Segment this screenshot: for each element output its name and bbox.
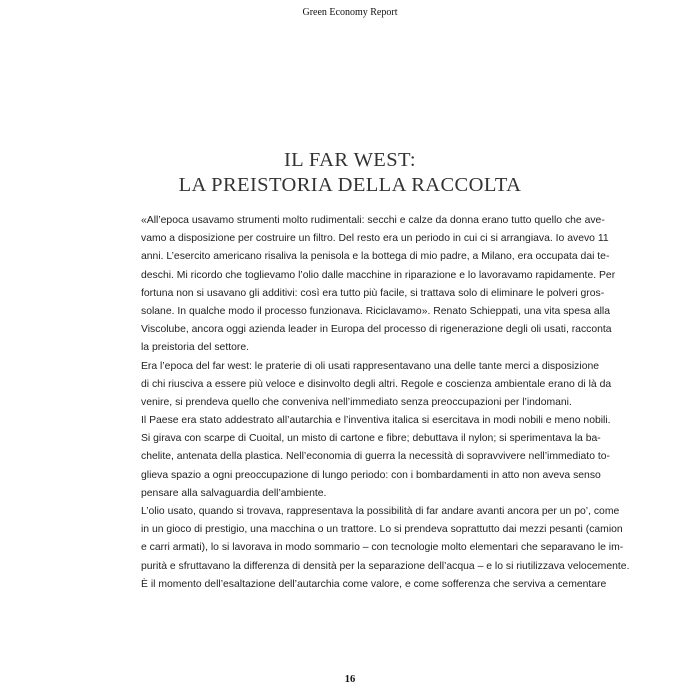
body-line: È il momento dell’esaltazione dell’autarchia come valore, e come sofferenza che serviva a cementare: [141, 578, 607, 590]
body-line: Viscolube, ancora oggi azienda leader in Europa del processo di rigenerazione degli oli usati, racconta: [141, 324, 612, 336]
body-line: pensare alla salvaguardia dell’ambiente.: [141, 487, 327, 499]
body-text: [141, 212, 630, 594]
body-line: solane. In qualche modo il processo funzionava. Riciclavamo». Renato Schieppati, una vita spesa alla: [141, 305, 611, 317]
running-header: Green Economy Report: [302, 7, 398, 18]
page-number: 16: [344, 674, 356, 685]
body-line: chelite, antenata della plastica. Nell’economia di guerra la necessità di sopravvivere nell’immediato to-: [141, 451, 610, 463]
chapter-title-line: IL FAR WEST:: [283, 149, 417, 171]
body-line: fortuna non si usavano gli additivi: così era tutto più facile, si trattava solo di eliminare le polveri gros-: [141, 287, 605, 299]
body-line: di chi riusciva a essere più veloce e disinvolto degli altri. Regole e coscienza ambientale erano di là da: [141, 378, 612, 390]
chapter-title-line: LA PREISTORIA DELLA RACCOLTA: [178, 174, 522, 196]
body-line: anni. L’esercito americano risaliva la penisola e la bottega di mio padre, a Milano, era occupata dai te-: [141, 251, 610, 263]
body-line: «All’epoca usavamo strumenti molto rudimentali: secchi e calze da donna erano tutto quello che ave-: [141, 215, 605, 226]
body-line: la preistoria del settore.: [141, 342, 250, 354]
body-line: purità e sfruttavano la differenza di densità per la separazione dell’acqua – e lo si riutilizzava velocemente.: [141, 560, 630, 572]
body-line: Il Paese era stato addestrato all’autarchia e l’inventiva italica si esercitava in modi nobili e meno nobili.: [141, 415, 611, 427]
body-line: vamo a disposizione per costruire un filtro. Del resto era un periodo in cui ci si arrangiava. Io avevo 11: [141, 233, 609, 245]
body-line: L’olio usato, quando si trovava, rappresentava la possibilità di far andare avanti ancora per un po’, come: [141, 506, 620, 517]
chapter-title: [0, 148, 700, 198]
body-line: e carri armati), lo si lavorava in modo sommario – con tecnologie molto elementari che separavano le im-: [141, 542, 624, 554]
body-line: Era l’epoca del far west: le praterie di oli usati rappresentavano una delle tante merci a disposizione: [141, 360, 600, 372]
body-line: Si girava con scarpe di Cuoital, un misto di cartone e fibre; debuttava il nylon; si sperimentava la ba-: [141, 433, 601, 445]
body-line: venire, si prendeva quello che conveniva nell’immediato senza preoccupazioni per l’indomani.: [141, 396, 572, 408]
body-line: in un gioco di prestigio, una macchina o un trattore. Lo si prendeva soprattutto dai mezzi pesanti (camion: [141, 524, 623, 536]
body-line: glieva spazio a ogni preoccupazione di lungo periodo: con i bombardamenti in atto non aveva senso: [141, 469, 601, 481]
body-line: deschi. Mi ricordo che toglievamo l’olio dalle macchine in riparazione e lo lavoravamo rapidamente. Per: [141, 269, 616, 281]
